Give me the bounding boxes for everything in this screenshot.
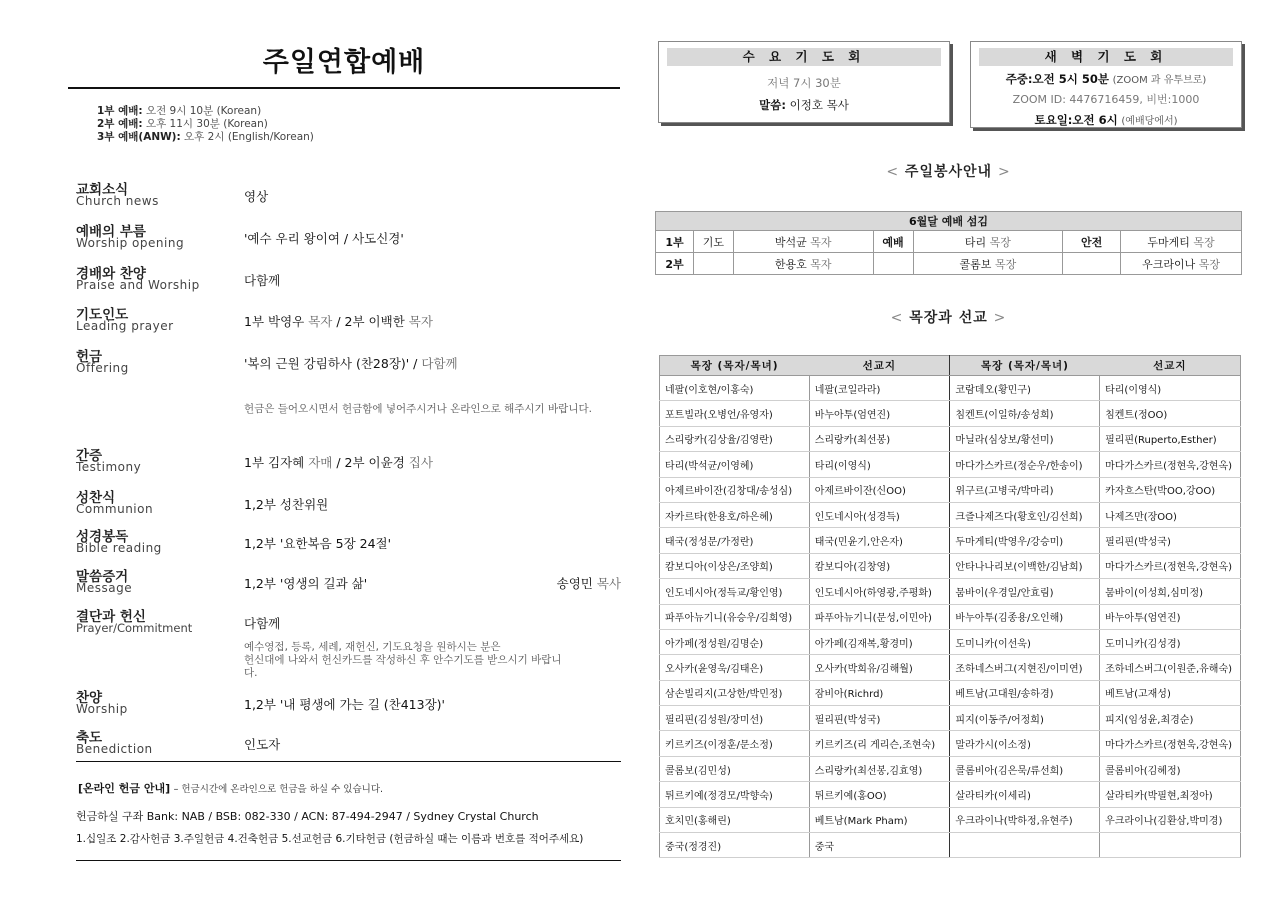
- commitment-note: 예수영접, 등록, 세례, 재헌신, 기도요청을 원하시는 분은 헌신대에 나와서 헌신카드를 작성하신 후 안수기도를 받으시기 바랍니 다.: [244, 641, 562, 679]
- table-cell: 말라가시(이소정): [950, 731, 1100, 756]
- table-cell: 두마게티(박영우/강승미): [950, 528, 1100, 553]
- table-cell: 뭄바이(우경일/안효림): [950, 579, 1100, 604]
- table-cell: 스리랑카(최선봉,김효영): [809, 756, 950, 781]
- table-row: [660, 782, 1241, 807]
- table-cell: 아가페(김재복,황경미): [809, 629, 950, 654]
- table-cell: 안타나나리보(이백한/김남희): [950, 553, 1100, 578]
- table-cell: 캄보디아(이상은/조양희): [660, 553, 810, 578]
- wednesday-prayer-box: [658, 41, 950, 123]
- table-cell: 바누아투(엄연진): [1100, 604, 1241, 629]
- table-cell: 태국(정성문/가정란): [660, 528, 810, 553]
- table-cell: 인도네시아(정득교/황인영): [660, 579, 810, 604]
- table-cell: 바누아투(김종용/오인해): [950, 604, 1100, 629]
- table-row: [660, 756, 1241, 781]
- table-cell: 조하네스버그(이원준,유해숙): [1100, 655, 1241, 680]
- wednesday-prayer-speaker: 말씀: 이정호 목사: [759, 98, 849, 112]
- table-cell: 필리핀(Ruperto,Esther): [1100, 426, 1241, 451]
- service-time-3: 3부 예배(ANW): 오후 2시 (English/Korean): [97, 131, 314, 143]
- table-cell: 파푸아뉴기니(문성,이민아): [809, 604, 950, 629]
- table-cell: 도미니카(이선욱): [950, 629, 1100, 654]
- table-row: [660, 579, 1241, 604]
- table-cell: 마다가스카르(정현욱,강현옥): [1100, 731, 1241, 756]
- table-cell: 위구르(고병국/박마리): [950, 477, 1100, 502]
- table-row: [660, 604, 1241, 629]
- table-row: [660, 833, 1241, 858]
- table-cell: 살라티카(박필현,최정아): [1100, 782, 1241, 807]
- table-cell: 피지(임성윤,최경순): [1100, 706, 1241, 731]
- online-offering-heading: [온라인 헌금 안내] – 헌금시간에 온라인으로 헌금을 하실 수 있습니다.: [78, 782, 384, 795]
- table-cell: 콜롬비아(김은묵/류선희): [950, 756, 1100, 781]
- table-cell: 캄보디아(김창영): [809, 553, 950, 578]
- table-row: [660, 553, 1241, 578]
- table-cell: 스리랑카(최선봉): [809, 426, 950, 451]
- table-cell: 타리(이영식): [1100, 376, 1241, 401]
- wednesday-prayer-title: 수 요 기 도 회: [667, 48, 941, 66]
- table-cell: 타리(이영식): [809, 452, 950, 477]
- table-cell: 키르키즈(이정훈/문소정): [660, 731, 810, 756]
- table-cell: 튀르키예(정경모/박향숙): [660, 782, 810, 807]
- table-cell: 중국(정경진): [660, 833, 810, 858]
- table-cell: 필리핀(박성국): [809, 706, 950, 731]
- table-cell: 아가페(정성원/김명순): [660, 629, 810, 654]
- table-row: [660, 655, 1241, 680]
- table-cell: 타리(박석균/이영혜): [660, 452, 810, 477]
- table-cell: 인도네시아(성경득): [809, 502, 950, 527]
- service-time-1: 1부 예배: 오전 9시 10분 (Korean): [97, 105, 262, 117]
- table-cell: 잠비아(Richrd): [809, 680, 950, 705]
- table-cell: 우크라이나(김환삼,박미경): [1100, 807, 1241, 832]
- table-cell: 베트남(Mark Pham): [809, 807, 950, 832]
- online-divider-bottom: [76, 860, 621, 861]
- table-cell: 자카르타(한용호/하은혜): [660, 502, 810, 527]
- table-cell: 파푸아뉴기니(유승우/김희영): [660, 604, 810, 629]
- table-cell: 네팔(이호현/이홍숙): [660, 376, 810, 401]
- table-row: [660, 426, 1241, 451]
- table-cell: 크즐나제즈다(황호인/김선희): [950, 502, 1100, 527]
- table-cell: 우크라이나(박하정,유현주): [950, 807, 1100, 832]
- service-section-title: < 주일봉사안내 >: [886, 164, 1011, 180]
- table-row: [660, 452, 1241, 477]
- table-cell: 카자흐스탄(박OO,강OO): [1100, 477, 1241, 502]
- table-cell: 포트빌라(오병언/유영자): [660, 401, 810, 426]
- table-cell: 삼손빌리지(고상한/박민정): [660, 680, 810, 705]
- page-title: 주일연합예배: [262, 47, 426, 78]
- dawn-prayer-box: [970, 41, 1242, 128]
- title-divider: [68, 87, 620, 89]
- table-cell: 침켄트(정OO): [1100, 401, 1241, 426]
- table-cell: 콜롬보(김민성): [660, 756, 810, 781]
- table-cell: 인도네시아(하영광,주평화): [809, 579, 950, 604]
- table-row: [660, 629, 1241, 654]
- dawn-prayer-saturday: 토요일:오전 6시 (예배당에서): [1034, 113, 1178, 127]
- table-cell: 뭄바이(이성희,심미정): [1100, 579, 1241, 604]
- table-cell: 스리랑카(김상율/김영란): [660, 426, 810, 451]
- service-times: [97, 105, 620, 144]
- table-cell: 네팔(코일라라): [809, 376, 950, 401]
- table-cell: 중국: [809, 833, 950, 858]
- table-cell: 침켄트(이일하/송성희): [950, 401, 1100, 426]
- table-cell: 오사카(윤영욱/김태은): [660, 655, 810, 680]
- table-cell: 피지(이동주/어정희): [950, 706, 1100, 731]
- service-row-2: 2부 한용호 목자 콜롬보 목장 우크라이나 목장: [656, 253, 1242, 275]
- table-row: [660, 680, 1241, 705]
- table-row: [660, 528, 1241, 553]
- table-row: [660, 477, 1241, 502]
- table-cell: 태국(민윤기,안은자): [809, 528, 950, 553]
- table-row: [660, 376, 1241, 401]
- online-offering-account: 헌금하실 구좌 Bank: NAB / BSB: 082-330 / ACN: 87-494-2947 / Sydney Crystal Church: [76, 810, 539, 823]
- table-cell: 호치민(홍해린): [660, 807, 810, 832]
- sunday-service-page: [68, 38, 620, 144]
- table-cell: 코람데오(황민구): [950, 376, 1100, 401]
- dawn-prayer-zoom: ZOOM ID: 4476716459, 비번:1000: [1012, 93, 1200, 106]
- service-row-1: 1부 기도 박석균 목자 예배 타리 목장 안전 두마게티 목장: [656, 231, 1242, 253]
- table-row: [660, 502, 1241, 527]
- table-cell: 베트남(고재성): [1100, 680, 1241, 705]
- table-cell: 도미니카(김성경): [1100, 629, 1241, 654]
- service-table: [655, 211, 1242, 275]
- table-row: [660, 807, 1241, 832]
- table-cell: [1100, 833, 1241, 858]
- table-cell: 오사카(박희유/김해월): [809, 655, 950, 680]
- table-cell: 아제르바이잔(신OO): [809, 477, 950, 502]
- table-cell: 나제즈만(장OO): [1100, 502, 1241, 527]
- table-cell: 필리핀(박성국): [1100, 528, 1241, 553]
- table-row: [660, 731, 1241, 756]
- offering-note: 헌금은 들어오시면서 헌금함에 넣어주시거나 온라인으로 해주시기 바랍니다.: [244, 403, 592, 415]
- message-speaker: 송영민 목사: [556, 576, 621, 591]
- mission-table: [659, 355, 1241, 858]
- table-row: [660, 706, 1241, 731]
- table-cell: 콜롬비아(김혜정): [1100, 756, 1241, 781]
- table-cell: 바누아투(엄연진): [809, 401, 950, 426]
- table-cell: 살라티카(이세리): [950, 782, 1100, 807]
- table-cell: 마다가스카르(정현욱,강현옥): [1100, 553, 1241, 578]
- online-offering-types: 1.십일조 2.감사헌금 3.주일헌금 4.건축헌금 5.선교헌금 6.기타헌금 (헌금하실 때는 이름과 번호를 적어주세요): [76, 833, 584, 845]
- dawn-prayer-title: 새 벽 기 도 회: [979, 48, 1233, 66]
- table-cell: 마닐라(심상보/황선미): [950, 426, 1100, 451]
- table-cell: 아제르바이잔(김창대/송성심): [660, 477, 810, 502]
- table-cell: 튀르키예(홍OO): [809, 782, 950, 807]
- mission-table-header: 목장 (목자/목녀) 선교지 목장 (목자/목녀) 선교지: [660, 356, 1241, 376]
- table-cell: 필리핀(김성원/장미선): [660, 706, 810, 731]
- service-time-2: 2부 예배: 오후 11시 30분 (Korean): [97, 118, 268, 130]
- dawn-prayer-weekday: 주중:오전 5시 50분 (ZOOM 과 유투브로): [1005, 72, 1207, 86]
- mission-section-title: < 목장과 선교 >: [890, 310, 1007, 326]
- table-cell: [950, 833, 1100, 858]
- table-cell: 키르키즈(리 게리슨,조현숙): [809, 731, 950, 756]
- wednesday-prayer-time: 저녁 7시 30분: [767, 76, 841, 90]
- online-divider-top: [76, 761, 621, 762]
- service-table-header: 6월달 예배 섬김: [656, 212, 1242, 231]
- table-cell: 조하네스버그(지현진/이미연): [950, 655, 1100, 680]
- table-cell: 마다가스카르(정현욱,강현옥): [1100, 452, 1241, 477]
- table-cell: 베트남(고대원/송하경): [950, 680, 1100, 705]
- table-cell: 마다가스카르(정순우/한송이): [950, 452, 1100, 477]
- table-row: [660, 401, 1241, 426]
